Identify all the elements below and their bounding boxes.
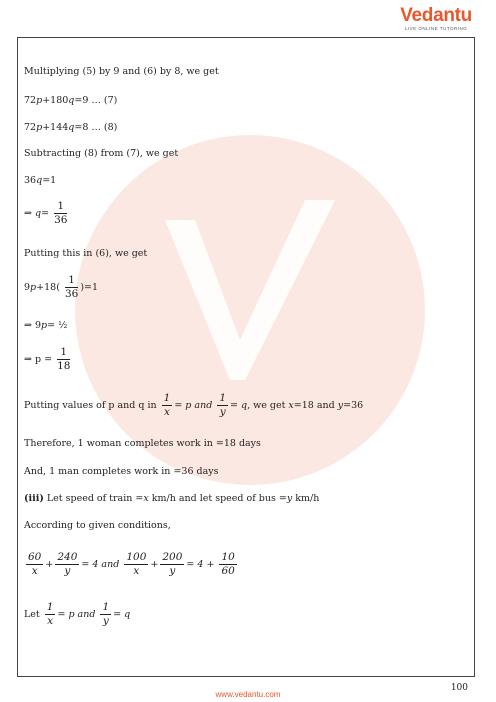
text: 72 bbox=[24, 122, 37, 133]
part-label: (iii) bbox=[24, 493, 44, 504]
numerator: 1 bbox=[57, 346, 70, 360]
text: 72 bbox=[24, 95, 37, 106]
numerator: 200 bbox=[162, 551, 183, 563]
text: Let bbox=[24, 609, 40, 620]
vedantu-logo bbox=[400, 6, 472, 31]
logo-brand: Vedantu bbox=[400, 5, 472, 26]
text: =8 … (8) bbox=[74, 122, 118, 133]
text: 36 bbox=[24, 175, 37, 186]
implies-symbol: ⇒ bbox=[24, 208, 35, 219]
denominator: y bbox=[169, 565, 176, 577]
var-q: q bbox=[34, 208, 42, 219]
equation-9p bbox=[24, 274, 98, 301]
footer-link[interactable]: www.vedantu.com bbox=[215, 690, 281, 699]
var-q: q bbox=[68, 95, 75, 106]
numerator: 1 bbox=[219, 392, 226, 404]
equation-speeds: $\frac{60}{x}$ + $\frac{240}{y}$ = 4 and $\frac{100}{x}$ + $\frac{200}{y}$ = 4 + $\frac{10}{60}$ bbox=[28, 551, 235, 577]
text: , we get bbox=[247, 400, 289, 411]
fraction bbox=[124, 551, 148, 578]
denominator: 60 bbox=[221, 565, 235, 577]
var-q: q bbox=[68, 122, 75, 133]
var-p: p bbox=[41, 320, 48, 331]
text: )=1 bbox=[80, 282, 99, 293]
denominator: y bbox=[64, 565, 71, 577]
fraction bbox=[54, 200, 67, 227]
fraction bbox=[162, 392, 173, 419]
var-p: p bbox=[36, 95, 43, 106]
denominator: y bbox=[102, 615, 109, 627]
fraction bbox=[160, 551, 184, 578]
equation-7 bbox=[24, 95, 117, 107]
line-putting: Putting this in (6), we get bbox=[24, 248, 148, 259]
fraction bbox=[57, 346, 70, 373]
text: Putting values of p and q in bbox=[24, 400, 157, 411]
var-x: x bbox=[288, 400, 294, 411]
denominator: 36 bbox=[64, 288, 79, 300]
line-subtracting: Subtracting (8) from (7), we get bbox=[24, 148, 179, 159]
text: = bbox=[41, 208, 50, 219]
page-number: 100 bbox=[450, 683, 468, 693]
fraction bbox=[100, 601, 111, 628]
numerator: 1 bbox=[54, 200, 67, 214]
text: km/h bbox=[292, 493, 320, 504]
equation-q-value bbox=[24, 200, 69, 227]
line-putting-values bbox=[24, 392, 363, 419]
text: =9 … (7) bbox=[74, 95, 118, 106]
var-y: y bbox=[286, 493, 293, 504]
var-x: x bbox=[143, 493, 149, 504]
text: =18 and bbox=[293, 400, 338, 411]
numerator: 1 bbox=[46, 601, 54, 613]
numerator: 240 bbox=[57, 551, 78, 563]
vedantu-watermark-icon bbox=[70, 130, 430, 490]
text: ⇒ 9 bbox=[24, 320, 42, 331]
fraction bbox=[55, 551, 79, 578]
fraction bbox=[219, 551, 236, 578]
logo-tagline: LIVE ONLINE TUTORING bbox=[404, 26, 468, 31]
text: = 4 + bbox=[186, 559, 215, 570]
numerator: 1 bbox=[65, 274, 78, 288]
equation-p-value bbox=[24, 346, 72, 373]
denominator: 18 bbox=[57, 360, 71, 372]
fraction bbox=[217, 392, 228, 419]
var-p: p bbox=[36, 122, 43, 133]
text: 9 bbox=[24, 282, 31, 293]
text: =36 bbox=[343, 400, 364, 411]
equation-half bbox=[24, 320, 67, 332]
equation-let bbox=[24, 601, 130, 628]
denominator: 36 bbox=[54, 214, 68, 226]
text: ⇒ p = bbox=[24, 354, 53, 365]
numerator: 100 bbox=[126, 551, 147, 563]
var-y: y bbox=[337, 400, 344, 411]
line-man: And, 1 man completes work in =36 days bbox=[24, 466, 219, 477]
text: = 4 and bbox=[81, 559, 120, 570]
text: Let speed of train = bbox=[43, 493, 144, 504]
numerator: 60 bbox=[28, 551, 42, 563]
fraction bbox=[45, 601, 56, 628]
text: +144 bbox=[42, 122, 69, 133]
text: =1 bbox=[42, 175, 57, 186]
denominator: x bbox=[164, 406, 170, 418]
var-p: p bbox=[30, 282, 37, 293]
line-conditions: According to given conditions, bbox=[24, 520, 171, 531]
text: = ½ bbox=[47, 320, 68, 331]
denominator: x bbox=[31, 565, 38, 577]
numerator: 1 bbox=[102, 601, 110, 613]
equation-36q bbox=[24, 175, 56, 187]
denominator: y bbox=[219, 406, 226, 418]
var-q: q bbox=[36, 175, 43, 186]
text: = q bbox=[230, 400, 248, 411]
text: = q bbox=[113, 609, 131, 620]
text: +180 bbox=[42, 95, 69, 106]
text: = p and bbox=[57, 609, 96, 620]
text: +18( bbox=[36, 282, 60, 293]
line-woman: Therefore, 1 woman completes work in =18 days bbox=[24, 438, 261, 449]
equation-8 bbox=[24, 122, 117, 134]
denominator: x bbox=[47, 615, 54, 627]
text: km/h and let speed of bus = bbox=[148, 493, 287, 504]
fraction bbox=[26, 551, 43, 578]
text: = p and bbox=[174, 400, 213, 411]
line-part-iii bbox=[24, 493, 319, 505]
numerator: 1 bbox=[163, 392, 171, 404]
numerator: 10 bbox=[221, 551, 235, 563]
denominator: x bbox=[133, 565, 140, 577]
fraction bbox=[65, 274, 78, 301]
line-1: Multiplying (5) by 9 and (6) by 8, we get bbox=[24, 66, 219, 77]
